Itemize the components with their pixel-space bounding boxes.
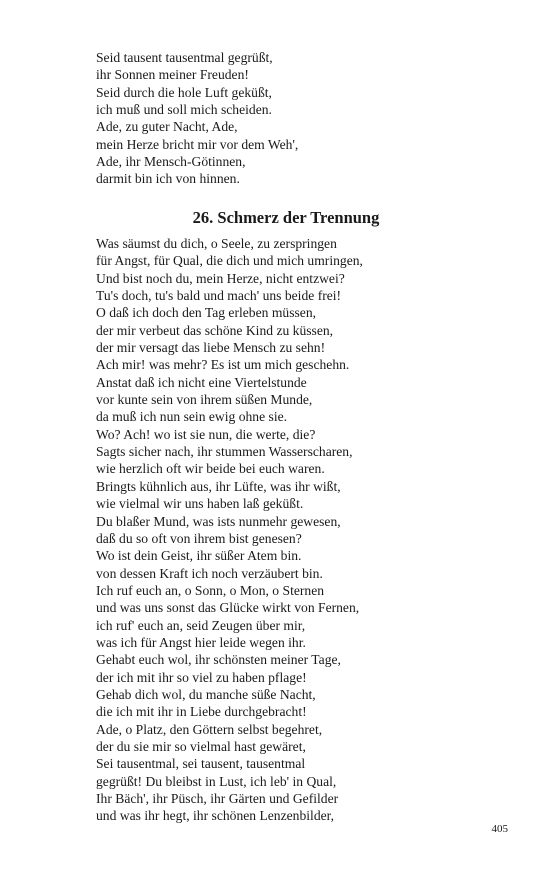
verse-line: Sagts sicher nach, ihr stummen Wasserscharen, <box>96 444 353 460</box>
verse-line: ihr Sonnen meiner Freuden! <box>96 67 249 83</box>
verse-line: Ich ruf euch an, o Sonn, o Mon, o Sternen <box>96 582 325 598</box>
verse-line: da muß ich nun sein ewig ohne sie. <box>96 409 288 425</box>
verse-line: Ade, ihr Mensch-Götinnen, <box>96 154 246 170</box>
verse-line: Tu's doch, tu's bald und mach' uns beide frei! <box>96 288 342 304</box>
verse-line: O daß ich doch den Tag erleben müssen, <box>96 305 317 321</box>
verse-line: Und bist noch du, mein Herze, nicht entzwei? <box>96 270 345 286</box>
verse-line: Seid durch die hole Luft geküßt, <box>96 84 272 100</box>
verse-line: Ade, o Platz, den Göttern selbst begehret, <box>96 721 323 737</box>
verse-line: Seid tausent tausentmal gegrüßt, <box>96 50 273 65</box>
verse-line: der mir versagt das liebe Mensch zu sehn! <box>96 340 326 356</box>
verse-line: Gehabt euch wol, ihr schönsten meiner Tage, <box>96 652 341 668</box>
poem-title: 26. Schmerz der Trennung <box>192 208 380 227</box>
verse-line: von dessen Kraft ich noch verzäubert bin. <box>96 565 323 581</box>
poem-body <box>96 235 516 825</box>
verse-line: Anstat daß ich nicht eine Viertelstunde <box>96 374 307 390</box>
verse-line: für Angst, für Qual, die dich und mich umringen, <box>96 253 363 269</box>
closing-stanza-previous-poem <box>96 49 516 188</box>
verse-line: Wo? Ach! wo ist sie nun, die werte, die? <box>96 426 316 442</box>
verse-line: Was säumst du dich, o Seele, zu zerspringen <box>96 236 337 251</box>
verse-line: Ade, zu guter Nacht, Ade, <box>96 119 238 135</box>
verse-line: vor kunte sein von ihrem süßen Munde, <box>96 392 313 408</box>
verse-line: der du sie mir so vielmal hast gewäret, <box>96 738 306 754</box>
verse-line: Wo ist dein Geist, ihr süßer Atem bin. <box>96 548 302 564</box>
verse-line: die ich mit ihr in Liebe durchgebracht! <box>96 704 307 720</box>
verse-line: der mir verbeut das schöne Kind zu küssen, <box>96 322 334 338</box>
verse-line: Bringts kühnlich aus, ihr Lüfte, was ihr wißt, <box>96 478 341 494</box>
verse-line: darmit bin ich von hinnen. <box>96 171 240 187</box>
verse-line: mein Herze bricht mir vor dem Weh', <box>96 136 299 152</box>
verse-line: und was uns sonst das Glücke wirkt von Fernen, <box>96 600 360 616</box>
verse-line: Du blaßer Mund, was ists nunmehr gewesen, <box>96 513 341 529</box>
verse-line: daß du so oft von ihrem bist genesen? <box>96 530 302 546</box>
verse-line: wie herzlich oft wir beide bei euch waren. <box>96 461 325 477</box>
verse-line: was ich für Angst hier leide wegen ihr. <box>96 634 306 650</box>
verse-line: Ach mir! was mehr? Es ist um mich geschehn. <box>96 357 350 373</box>
verse-line: und was ihr hegt, ihr schönen Lenzenbilder, <box>96 808 335 824</box>
verse-line: ich ruf' euch an, seid Zeugen über mir, <box>96 617 306 633</box>
verse-line: gegrüßt! Du bleibst in Lust, ich leb' in Qual, <box>96 773 337 789</box>
verse-line: Sei tausentmal, sei tausent, tausentmal <box>96 756 306 772</box>
page-number: 405 <box>491 823 508 835</box>
verse-line: wie vielmal wir uns haben laß geküßt. <box>96 496 304 512</box>
verse-line: Ihr Bäch', ihr Püsch, ihr Gärten und Gefilder <box>96 791 339 806</box>
verse-line: Gehab dich wol, du manche süße Nacht, <box>96 686 316 702</box>
verse-line: der ich mit ihr so viel zu haben pflage! <box>96 669 307 685</box>
verse-line: ich muß und soll mich scheiden. <box>96 102 272 118</box>
